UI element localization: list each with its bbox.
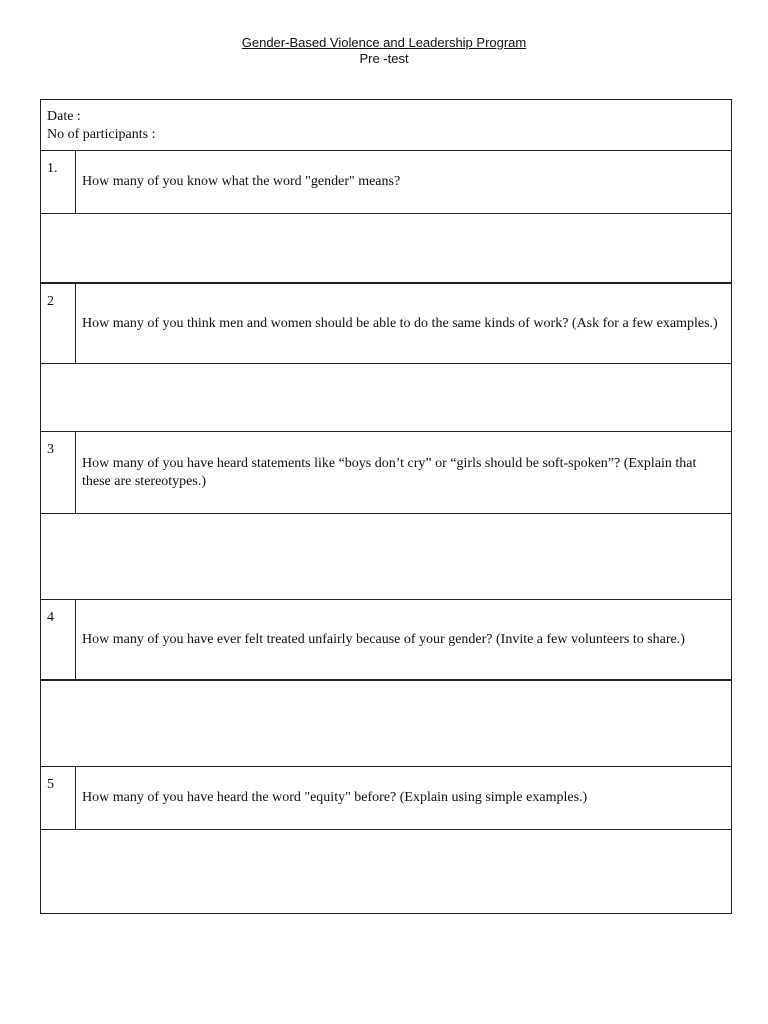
answer-area-4 <box>41 681 731 767</box>
question-row-3 <box>41 432 731 514</box>
participants-label: No of participants : <box>47 127 156 142</box>
pretest-table <box>40 99 732 914</box>
answer-area-5 <box>41 830 731 913</box>
question-text: How many of you think men and women should be able to do the same kinds of work? (Ask for a few examples.) <box>82 315 718 331</box>
question-text: How many of you have heard statements like “boys don’t cry” or “girls should be soft-spoken”? (Explain that these are stereotypes.) <box>82 455 697 489</box>
question-row-2 <box>41 284 731 364</box>
document-header <box>0 35 768 67</box>
answer-area-2 <box>41 364 731 432</box>
question-number: 1. <box>41 151 76 213</box>
question-number: 2 <box>41 284 76 363</box>
question-number: 4 <box>41 600 76 679</box>
question-text: How many of you have heard the word "equity" before? (Explain using simple examples.) <box>82 790 588 805</box>
question-row-4 <box>41 600 731 681</box>
date-label: Date : <box>47 109 81 124</box>
question-text: How many of you know what the word "gender" means? <box>82 174 401 189</box>
question-text: How many of you have ever felt treated unfairly because of your gender? (Invite a few volunteers to share.) <box>82 631 685 647</box>
answer-area-1 <box>41 214 731 284</box>
question-number: 3 <box>41 432 76 513</box>
document-subtitle: Pre -test <box>359 51 409 66</box>
question-row-5 <box>41 767 731 830</box>
question-row-1 <box>41 151 731 214</box>
document-title: Gender-Based Violence and Leadership Program <box>241 35 527 50</box>
answer-area-3 <box>41 514 731 600</box>
question-number: 5 <box>41 767 76 829</box>
info-row <box>41 100 731 151</box>
